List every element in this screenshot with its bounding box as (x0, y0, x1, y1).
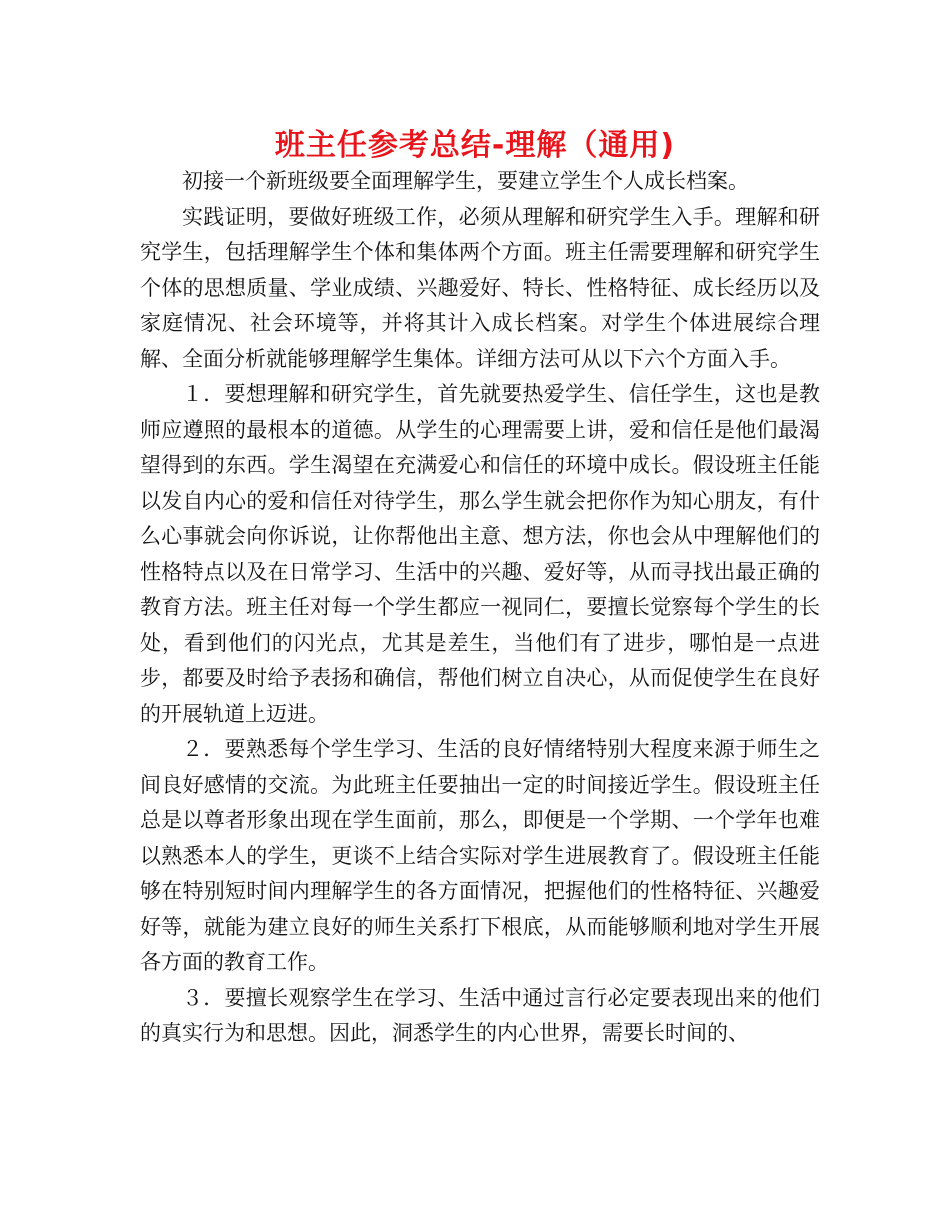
paragraph-practice: 实践证明，要做好班级工作，必须从理解和研究学生入手。理解和研究学生，包括理解学生个体和集体两个方面。班主任需要理解和研究学生个体的思想质量、学业成绩、兴趣爱好、特长、性格特征、成长经历以及家庭情况、社会环境等，并将其计入成长档案。对学生个体进展综合理解、全面分析就能够理解学生集体。详细方法可从以下六个方面入手。 (140, 204, 820, 371)
document-body (140, 164, 820, 1052)
paragraph-intro: 初接一个新班级要全面理解学生，要建立学生个人成长档案。 (182, 169, 749, 193)
paragraph-point-1: １．要想理解和研究学生，首先就要热爱学生、信任学生，这也是教师应遵照的最根本的道德。从学生的心理需要上讲，爱和信任是他们最渴望得到的东西。学生渴望在充满爱心和信任的环境中成长。假设班主任能以发自内心的爱和信任对待学生，那么学生就会把你作为知心朋友，有什么心事就会向你诉说，让你帮他出主意、想方法，你也会从中理解他们的性格特点以及在日常学习、生活中的兴趣、爱好等，从而寻找出最正确的教育方法。班主任对每一个学生都应一视同仁，要擅长觉察每个学生的长处，看到他们的闪光点，尤其是差生，当他们有了进步，哪怕是一点进步，都要及时给予表扬和确信，帮他们树立自决心，从而促使学生在良好的开展轨道上迈进。 (140, 382, 820, 726)
paragraph-point-3: ３．要擅长观察学生在学习、生活中通过言行必定要表现出来的他们的真实行为和思想。因此，洞悉学生的内心世界，需要长时间的、 (140, 985, 820, 1045)
document-title: 班主任参考总结-理解（通用) (274, 128, 676, 163)
paragraph-point-2: ２．要熟悉每个学生学习、生活的良好情绪特别大程度来源于师生之间良好感情的交流。为此班主任要抽出一定的时间接近学生。假设班主任总是以尊者形象出现在学生面前，那么，即便是一个学期、一个学年也难以熟悉本人的学生，更谈不上结合实际对学生进展教育了。假设班主任能够在特别短时间内理解学生的各方面情况，把握他们的性格特征、兴趣爱好等，就能为建立良好的师生关系打下根底，从而能够顺利地对学生开展各方面的教育工作。 (140, 737, 820, 974)
